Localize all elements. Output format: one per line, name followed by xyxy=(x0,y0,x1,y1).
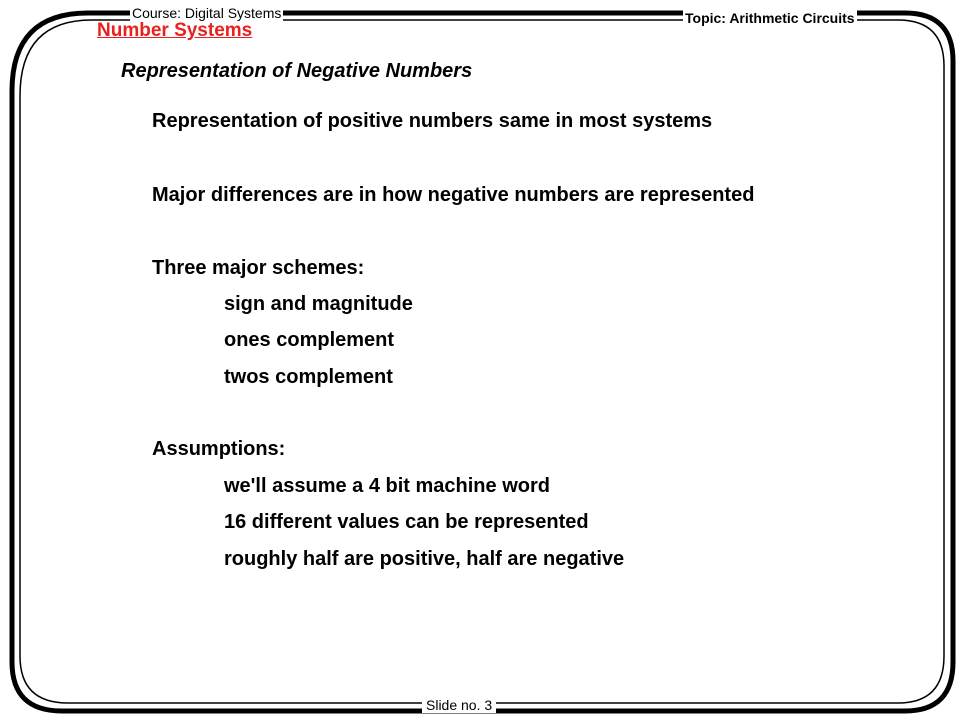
body-line-values: 16 different values can be represented xyxy=(224,511,589,533)
body-line-half-positive: roughly half are positive, half are negative xyxy=(224,548,625,570)
body-line-assumptions-heading: Assumptions: xyxy=(152,438,286,460)
course-label: Course: Digital Systems xyxy=(132,5,282,21)
body-line-differences: Major differences are in how negative numbers are represented xyxy=(152,184,755,206)
body-line-schemes-heading: Three major schemes: xyxy=(152,257,365,279)
body-line-machine-word: we'll assume a 4 bit machine word xyxy=(224,475,550,497)
body-line-twos-complement: twos complement xyxy=(224,366,393,388)
topic-label: Topic: Arithmetic Circuits xyxy=(685,10,855,26)
slide-subtitle: Representation of Negative Numbers xyxy=(121,60,473,82)
slide-title: Number Systems xyxy=(97,20,253,41)
slide-number: Slide no. 3 xyxy=(422,697,496,713)
body-line-ones-complement: ones complement xyxy=(224,329,395,351)
body-line-sign-magnitude: sign and magnitude xyxy=(224,293,413,315)
body-line-positive: Representation of positive numbers same in most systems xyxy=(152,110,713,132)
